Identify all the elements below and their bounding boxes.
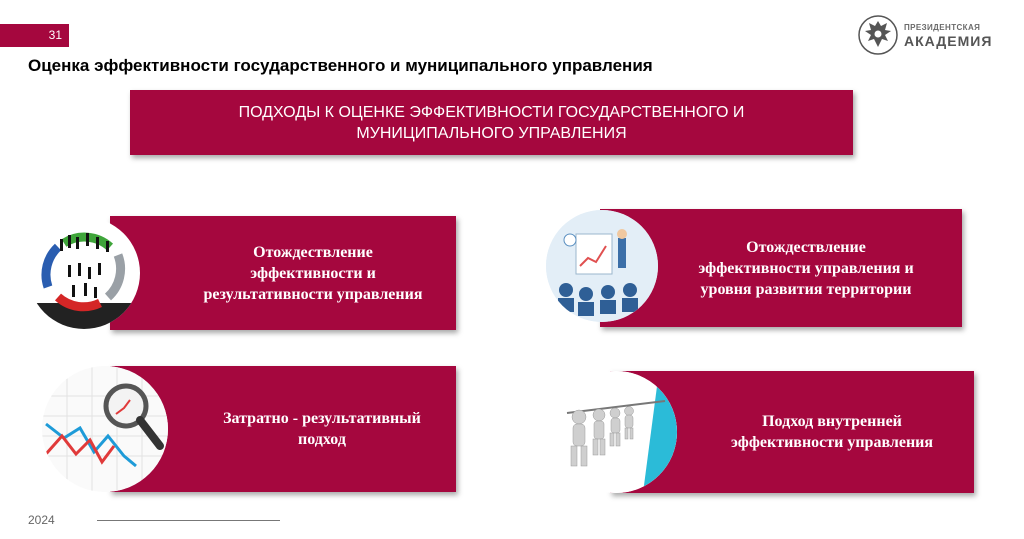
logo-line2: АКАДЕМИЯ	[904, 33, 993, 49]
approaches-banner	[130, 90, 853, 155]
footer-divider	[97, 520, 280, 521]
approach-4-image	[555, 371, 677, 493]
approach-2-line1: Отождествление	[746, 238, 866, 256]
page-number: 31	[48, 28, 62, 42]
presentation-audience-icon	[546, 210, 658, 322]
approach-1-line3: результативности управления	[203, 285, 423, 303]
approach-2-image	[546, 210, 658, 322]
approach-2-line3: уровня развития территории	[700, 280, 912, 298]
approach-3-line1: Затратно - результативный	[223, 410, 421, 427]
banner-line2: МУНИЦИПАЛЬНОГО УПРАВЛЕНИЯ	[356, 124, 627, 142]
approach-4-line2: эффективности управления	[730, 434, 934, 451]
page-title: Оценка эффективности государственного и муниципального управления	[28, 56, 653, 75]
page-number-tab	[0, 24, 69, 47]
approach-1-line1: Отождествление	[253, 243, 373, 261]
approach-2-line2: эффективности управления и	[698, 259, 914, 277]
approach-1-line2: эффективности и	[250, 264, 376, 282]
magnifier-chart-icon	[42, 366, 168, 492]
eagle-emblem-icon	[858, 13, 898, 57]
approach-card-1	[110, 216, 456, 330]
approach-4-line1: Подход внутренней	[762, 413, 902, 430]
approach-3-image	[42, 366, 168, 492]
tug-of-war-icon	[555, 371, 677, 493]
banner-line1: ПОДХОДЫ К ОЦЕНКЕ ЭФФЕКТИВНОСТИ ГОСУДАРСТВЕННОГО И	[238, 103, 745, 121]
footer-year: 2024	[28, 513, 55, 527]
people-arrows-icon	[28, 217, 140, 329]
approach-3-line2: подход	[298, 431, 346, 448]
academy-logo	[858, 13, 993, 57]
approach-1-image	[28, 217, 140, 329]
logo-line1: ПРЕЗИДЕНТСКАЯ	[904, 23, 981, 32]
